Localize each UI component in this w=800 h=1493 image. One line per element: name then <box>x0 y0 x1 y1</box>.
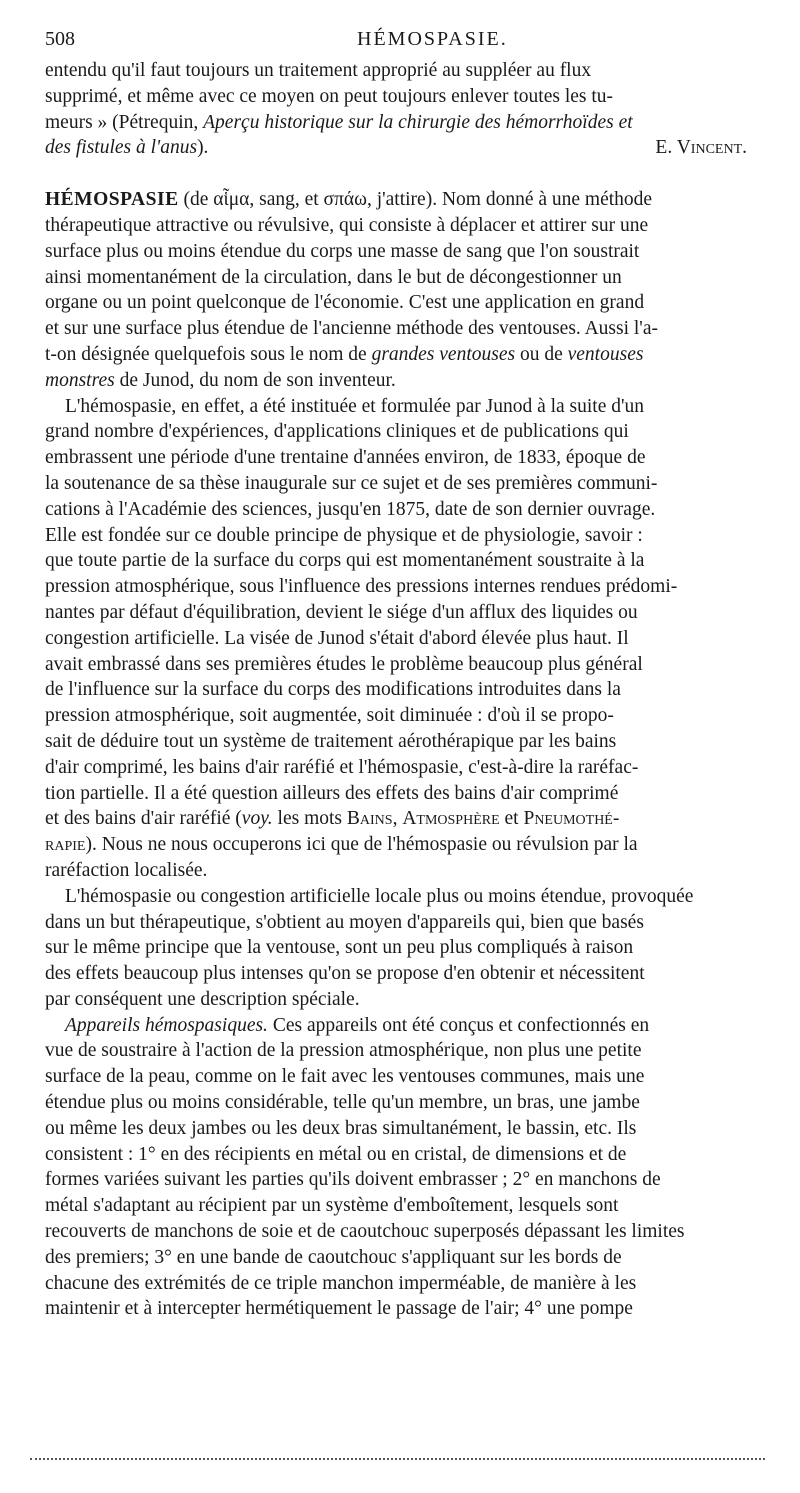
text-line: par conséquent une description spéciale. <box>45 988 360 1010</box>
text-line: des effets beaucoup plus intenses qu'on se propose d'en obtenir et nécessitent <box>45 963 645 985</box>
text-line: et des bains d'air raréfié ( <box>45 808 242 830</box>
article-intro <box>45 187 763 393</box>
text-line: des premiers; 3° en une bande de caoutchouc s'appliquant sur les bords de <box>45 1246 622 1268</box>
cross-ref-pneumotherapie: Pneumothé- <box>523 808 620 830</box>
text-line: tion partielle. Il a été question ailleurs des effets des bains d'air comprimé <box>45 782 619 804</box>
text-line: supprimé, et même avec ce moyen on peut toujours enlever toutes les tu- <box>45 85 614 107</box>
text-line: grand nombre d'expériences, d'applications cliniques et de publications qui <box>45 421 629 443</box>
page-header <box>45 28 760 52</box>
text-line: maintenir et à intercepter hermétiquement le passage de l'air; 4° une pompe <box>45 1298 633 1320</box>
text-line: ). <box>197 137 209 159</box>
text-line: entendu qu'il faut toujours un traitement approprié au suppléer au flux <box>45 60 592 81</box>
text-line: surface de la peau, comme on le fait avec les ventouses communes, mais une <box>45 1066 645 1088</box>
text-line: organe ou un point quelconque de l'économie. C'est une application en grand <box>45 292 645 314</box>
text-line: Ces appareils ont été conçus et confectionnés en <box>267 1014 650 1036</box>
text-line: de l'influence sur la surface du corps des modifications introduites dans la <box>45 679 621 701</box>
text-line: L'hémospasie ou congestion artificielle locale plus ou moins étendue, provoquée <box>65 885 694 907</box>
cross-ref-pneumotherapie-cont: rapie <box>45 834 86 856</box>
text-line: dans un but thérapeutique, s'obtient au moyen d'appareils qui, bien que basés <box>45 911 644 933</box>
text-line: les mots <box>272 808 347 830</box>
text-line: (de αἷμα, sang, et σπάω, j'attire). Nom donné à une méthode <box>178 189 653 211</box>
paragraph-history <box>45 394 763 884</box>
headword: HÉMOSPASIE <box>45 189 179 211</box>
text-line: recouverts de manchons de soie et de caoutchouc superposés dépassant les limites <box>45 1221 685 1243</box>
text-line: ainsi momentanément de la circulation, dans le but de décongestionner un <box>45 266 622 288</box>
italic-term: ventouses <box>567 343 644 365</box>
paragraph-congestion <box>45 884 763 1013</box>
text-line: consistent : 1° en des récipients en métal ou en cristal, de dimensions et de <box>45 1143 627 1165</box>
footer-dotted-rule <box>30 1458 765 1460</box>
citation-title: Aperçu historique sur la chirurgie des hémorrhoïdes et <box>203 111 633 133</box>
text-line: ou de <box>515 343 568 365</box>
cross-ref-atmosphere: Atmosphère <box>402 808 500 830</box>
prev-article-ending <box>45 58 763 135</box>
text-line: étendue plus ou moins considérable, telle qu'un membre, un bras, une jambe <box>45 1092 640 1114</box>
text-line: embrassent une période d'une trentaine d'années environ, de 1833, époque de <box>45 447 646 469</box>
text-line: et <box>499 808 524 830</box>
text-line: meurs » (Pétrequin, <box>45 111 204 133</box>
text-line: sur le même principe que la ventouse, sont un peu plus compliqués à raison <box>45 937 634 959</box>
text-line: ). Nous ne nous occuperons ici que de l'hémospasie ou révulsion par la <box>85 834 638 856</box>
text-line: vue de soustraire à l'action de la pression atmosphérique, non plus une petite <box>45 1040 642 1062</box>
text-line: t-on désignée quelquefois sous le nom de <box>45 343 372 365</box>
text-line: d'air comprimé, les bains d'air raréfié et l'hémospasie, c'est-à-dire la raréfac- <box>45 756 639 778</box>
author-signature: E. Vincent. <box>655 137 747 159</box>
text-line: , <box>392 808 403 830</box>
text-line: formes variées suivant les parties qu'ils doivent embrasser ; 2° en manchons de <box>45 1169 661 1191</box>
text-line: de Junod, du nom de son inventeur. <box>114 369 396 391</box>
text-line: que toute partie de la surface du corps qui est momentanément soustraite à la <box>45 550 645 572</box>
italic-term: grandes ventouses <box>371 343 516 365</box>
paragraph-appareils <box>45 1013 763 1323</box>
text-line: congestion artificielle. La visée de Junod s'était d'abord élevée plus haut. Il <box>45 627 629 649</box>
text-line: nantes par défaut d'équilibration, devient le siége d'un afflux des liquides ou <box>45 601 638 623</box>
text-line: L'hémospasie, en effet, a été instituée et formulée par Junod à la suite d'un <box>65 395 645 417</box>
text-line: Elle est fondée sur ce double principe de physique et de physiologie, savoir : <box>45 524 643 546</box>
text-line: pression atmosphérique, soit augmentée, soit diminuée : d'où il se propo- <box>45 705 614 727</box>
text-line: raréfaction localisée. <box>45 859 208 881</box>
text-line: la soutenance de sa thèse inaugurale sur ce sujet et de ses premières communi- <box>45 472 658 494</box>
text-line: pression atmosphérique, sous l'influence des pressions internes rendues prédomi- <box>45 576 678 598</box>
cross-ref-voy: voy. <box>241 808 273 830</box>
text-line: thérapeutique attractive ou révulsive, qui consiste à déplacer et attirer sur une <box>45 214 649 236</box>
text-line: cations à l'Académie des sciences, jusqu'en 1875, date de son dernier ouvrage. <box>45 498 656 520</box>
text-line: sait de déduire tout un système de traitement aérothérapique par les bains <box>45 730 617 752</box>
citation-title-cont: des fistules à l'anus <box>45 137 198 159</box>
text-line: avait embrassé dans ses premières études le problème beaucoup plus général <box>45 653 643 675</box>
text-line: métal s'adaptant au récipient par un système d'emboîtement, lesquels sont <box>45 1195 619 1217</box>
signature-line <box>45 135 763 161</box>
text-line: et sur une surface plus étendue de l'ancienne méthode des ventouses. Aussi l'a- <box>45 318 658 340</box>
running-head: HÉMOSPASIE. <box>357 28 508 50</box>
text-line: chacune des extrémités de ce triple manchon imperméable, de manière à les <box>45 1272 637 1294</box>
section-title: Appareils hémospasiques. <box>65 1014 268 1036</box>
text-body <box>45 58 763 1322</box>
italic-term: monstres <box>45 369 115 391</box>
cross-ref-bains: Bains <box>346 808 393 830</box>
page-number: 508 <box>45 28 75 50</box>
text-line: surface plus ou moins étendue du corps une masse de sang que l'on soustrait <box>45 240 640 262</box>
text-line: ou même les deux jambes ou les deux bras simultanément, le bassin, etc. Ils <box>45 1117 637 1139</box>
